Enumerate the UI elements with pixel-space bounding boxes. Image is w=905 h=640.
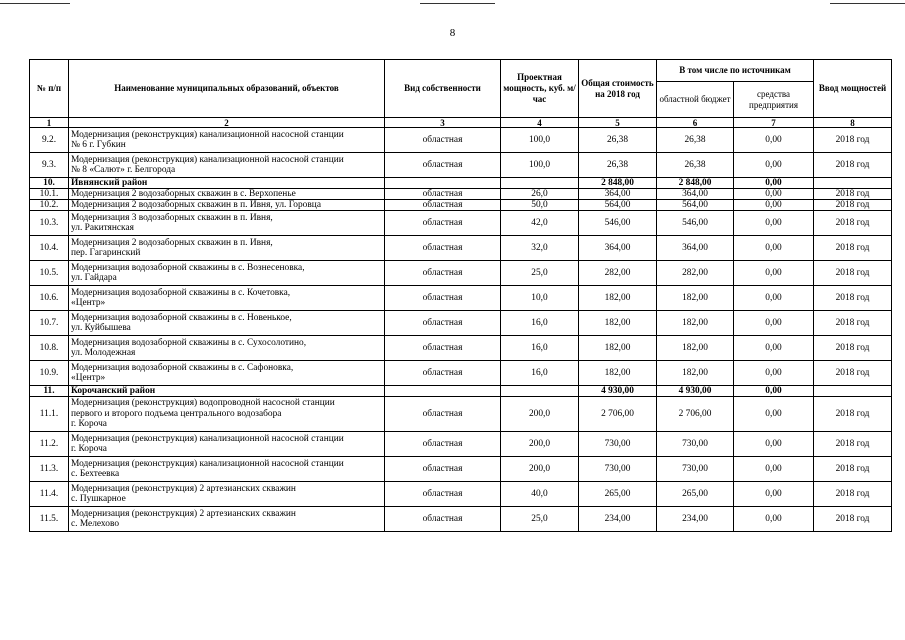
- commissioning-cell: 2018 год: [814, 397, 892, 432]
- total-cost-cell: 2 706,00: [579, 397, 657, 432]
- ownership-cell: областная: [385, 507, 501, 532]
- total-cost-cell: 364,00: [579, 236, 657, 261]
- table-row: [30, 457, 892, 482]
- header-ownership: Вид собственности: [385, 60, 501, 118]
- capacity-cell: 200,0: [501, 397, 579, 432]
- capacity-cell: 40,0: [501, 482, 579, 507]
- enterprise-funds-cell: 0,00: [734, 200, 814, 211]
- total-cost-cell: 546,00: [579, 211, 657, 236]
- table-row: [30, 153, 892, 178]
- object-name: Модернизация (реконструкция) 2 артезианских скважин с. Пушкарное: [69, 482, 385, 507]
- district-row: [30, 178, 892, 189]
- commissioning-cell: 2018 год: [814, 200, 892, 211]
- total-cost-cell: 26,38: [579, 128, 657, 153]
- total-cost-cell: 182,00: [579, 286, 657, 311]
- commissioning-cell: 2018 год: [814, 457, 892, 482]
- regional-budget-cell: 4 930,00: [657, 386, 734, 397]
- enterprise-funds-cell: 0,00: [734, 507, 814, 532]
- regional-budget-cell: 564,00: [657, 200, 734, 211]
- regional-budget-cell: 182,00: [657, 361, 734, 386]
- capacity-cell: 32,0: [501, 236, 579, 261]
- ownership-cell: областная: [385, 457, 501, 482]
- table-row: [30, 261, 892, 286]
- total-cost-cell: 2 848,00: [579, 178, 657, 189]
- row-number: 11.: [30, 386, 69, 397]
- enterprise-funds-cell: 0,00: [734, 189, 814, 200]
- ownership-cell: областная: [385, 482, 501, 507]
- capacity-cell: [501, 178, 579, 189]
- investment-table: [29, 59, 892, 532]
- ownership-cell: [385, 178, 501, 189]
- total-cost-cell: 282,00: [579, 261, 657, 286]
- table-row: [30, 482, 892, 507]
- row-number: 10.1.: [30, 189, 69, 200]
- ownership-cell: областная: [385, 200, 501, 211]
- column-number: 6: [657, 118, 734, 128]
- total-cost-cell: 730,00: [579, 457, 657, 482]
- table-row: [30, 507, 892, 532]
- commissioning-cell: 2018 год: [814, 189, 892, 200]
- object-name: Модернизация (реконструкция) канализационной насосной станции г. Короча: [69, 432, 385, 457]
- enterprise-funds-cell: 0,00: [734, 482, 814, 507]
- commissioning-cell: 2018 год: [814, 482, 892, 507]
- table-row: [30, 361, 892, 386]
- capacity-cell: 100,0: [501, 153, 579, 178]
- regional-budget-cell: 282,00: [657, 261, 734, 286]
- total-cost-cell: 26,38: [579, 153, 657, 178]
- table-row: [30, 336, 892, 361]
- header-regional-budget: областной бюджет: [657, 82, 734, 118]
- enterprise-funds-cell: 0,00: [734, 432, 814, 457]
- object-name: Модернизация 2 водозаборных скважин в п. Ивня, пер. Гагаринский: [69, 236, 385, 261]
- total-cost-cell: 182,00: [579, 311, 657, 336]
- enterprise-funds-cell: 0,00: [734, 128, 814, 153]
- table-row: [30, 211, 892, 236]
- object-name: Модернизация водозаборной скважины в с. Вознесеновка, ул. Гайдара: [69, 261, 385, 286]
- object-name: Модернизация (реконструкция) канализационной насосной станции с. Бехтеевка: [69, 457, 385, 482]
- row-number: 10.4.: [30, 236, 69, 261]
- header-num: № п/п: [30, 60, 69, 118]
- total-cost-cell: 564,00: [579, 200, 657, 211]
- ownership-cell: [385, 386, 501, 397]
- regional-budget-cell: 265,00: [657, 482, 734, 507]
- regional-budget-cell: 182,00: [657, 286, 734, 311]
- object-name: Модернизация (реконструкция) канализационной насосной станции № 6 г. Губкин: [69, 128, 385, 153]
- regional-budget-cell: 2 706,00: [657, 397, 734, 432]
- object-name: Модернизация 2 водозаборных скважин в п. Ивня, ул. Горовца: [69, 200, 385, 211]
- column-number: 5: [579, 118, 657, 128]
- regional-budget-cell: 364,00: [657, 236, 734, 261]
- capacity-cell: 26,0: [501, 189, 579, 200]
- district-row: [30, 386, 892, 397]
- table-row: [30, 189, 892, 200]
- ownership-cell: областная: [385, 189, 501, 200]
- row-number: 10.8.: [30, 336, 69, 361]
- total-cost-cell: 730,00: [579, 432, 657, 457]
- column-number: 7: [734, 118, 814, 128]
- column-number: 1: [30, 118, 69, 128]
- table-row: [30, 432, 892, 457]
- object-name: Модернизация 3 водозаборных скважин в п. Ивня, ул. Ракитянская: [69, 211, 385, 236]
- commissioning-cell: 2018 год: [814, 286, 892, 311]
- row-number: 9.3.: [30, 153, 69, 178]
- header-enterprise-funds: средства предприятия: [734, 82, 814, 118]
- column-number: 3: [385, 118, 501, 128]
- regional-budget-cell: 730,00: [657, 457, 734, 482]
- enterprise-funds-cell: 0,00: [734, 286, 814, 311]
- ownership-cell: областная: [385, 286, 501, 311]
- ownership-cell: областная: [385, 311, 501, 336]
- enterprise-funds-cell: 0,00: [734, 397, 814, 432]
- object-name: Корочанский район: [69, 386, 385, 397]
- object-name: Модернизация (реконструкция) 2 артезианских скважин с. Мелехово: [69, 507, 385, 532]
- enterprise-funds-cell: 0,00: [734, 178, 814, 189]
- ownership-cell: областная: [385, 211, 501, 236]
- object-name: Модернизация водозаборной скважины в с. Кочетовка, «Центр»: [69, 286, 385, 311]
- row-number: 11.2.: [30, 432, 69, 457]
- regional-budget-cell: 364,00: [657, 189, 734, 200]
- commissioning-cell: 2018 год: [814, 432, 892, 457]
- row-number: 11.1.: [30, 397, 69, 432]
- object-name: Модернизация 2 водозаборных скважин в с. Верхопенье: [69, 189, 385, 200]
- table-row: [30, 128, 892, 153]
- enterprise-funds-cell: 0,00: [734, 361, 814, 386]
- row-number: 11.4.: [30, 482, 69, 507]
- capacity-cell: 200,0: [501, 457, 579, 482]
- row-number: 9.2.: [30, 128, 69, 153]
- row-number: 10.: [30, 178, 69, 189]
- ownership-cell: областная: [385, 128, 501, 153]
- capacity-cell: 25,0: [501, 261, 579, 286]
- capacity-cell: 42,0: [501, 211, 579, 236]
- header-commissioning: Ввод мощностей: [814, 60, 892, 118]
- object-name: Модернизация водозаборной скважины в с. Сафоновка, «Центр»: [69, 361, 385, 386]
- table-row: [30, 311, 892, 336]
- header-name: Наименование муниципальных образований, объектов: [69, 60, 385, 118]
- top-rule-right: [830, 3, 905, 4]
- enterprise-funds-cell: 0,00: [734, 153, 814, 178]
- regional-budget-cell: 26,38: [657, 128, 734, 153]
- row-number: 11.5.: [30, 507, 69, 532]
- ownership-cell: областная: [385, 153, 501, 178]
- capacity-cell: 200,0: [501, 432, 579, 457]
- row-number: 10.2.: [30, 200, 69, 211]
- header-capacity: Проектная мощность, куб. м/час: [501, 60, 579, 118]
- object-name: Модернизация (реконструкция) водопроводной насосной станции первого и второго подъема центрального водозабора г. Короча: [69, 397, 385, 432]
- header-total-cost: Общая стоимость на 2018 год: [579, 60, 657, 118]
- total-cost-cell: 265,00: [579, 482, 657, 507]
- object-name: Модернизация (реконструкция) канализационной насосной станции № 8 «Салют» г. Белгорода: [69, 153, 385, 178]
- commissioning-cell: 2018 год: [814, 211, 892, 236]
- ownership-cell: областная: [385, 261, 501, 286]
- enterprise-funds-cell: 0,00: [734, 211, 814, 236]
- column-number: 2: [69, 118, 385, 128]
- row-number: 11.3.: [30, 457, 69, 482]
- total-cost-cell: 182,00: [579, 361, 657, 386]
- top-rule-center: [420, 3, 495, 4]
- commissioning-cell: 2018 год: [814, 236, 892, 261]
- top-rule-left: [0, 3, 70, 4]
- ownership-cell: областная: [385, 432, 501, 457]
- commissioning-cell: 2018 год: [814, 361, 892, 386]
- total-cost-cell: 182,00: [579, 336, 657, 361]
- row-number: 10.7.: [30, 311, 69, 336]
- ownership-cell: областная: [385, 397, 501, 432]
- column-number: 8: [814, 118, 892, 128]
- table-row: [30, 397, 892, 432]
- total-cost-cell: 4 930,00: [579, 386, 657, 397]
- capacity-cell: [501, 386, 579, 397]
- regional-budget-cell: 26,38: [657, 153, 734, 178]
- enterprise-funds-cell: 0,00: [734, 386, 814, 397]
- table-row: [30, 236, 892, 261]
- page-number: 8: [449, 27, 456, 39]
- capacity-cell: 100,0: [501, 128, 579, 153]
- regional-budget-cell: 182,00: [657, 336, 734, 361]
- enterprise-funds-cell: 0,00: [734, 261, 814, 286]
- capacity-cell: 10,0: [501, 286, 579, 311]
- ownership-cell: областная: [385, 336, 501, 361]
- commissioning-cell: [814, 386, 892, 397]
- commissioning-cell: 2018 год: [814, 507, 892, 532]
- object-name: Модернизация водозаборной скважины в с. Сухосолотино, ул. Молодежная: [69, 336, 385, 361]
- object-name: Модернизация водозаборной скважины в с. Новенькое, ул. Куйбышева: [69, 311, 385, 336]
- row-number: 10.3.: [30, 211, 69, 236]
- capacity-cell: 16,0: [501, 336, 579, 361]
- ownership-cell: областная: [385, 361, 501, 386]
- enterprise-funds-cell: 0,00: [734, 236, 814, 261]
- column-number-row: [30, 118, 892, 128]
- total-cost-cell: 364,00: [579, 189, 657, 200]
- capacity-cell: 50,0: [501, 200, 579, 211]
- enterprise-funds-cell: 0,00: [734, 311, 814, 336]
- total-cost-cell: 234,00: [579, 507, 657, 532]
- regional-budget-cell: 182,00: [657, 311, 734, 336]
- table-row: [30, 286, 892, 311]
- regional-budget-cell: 546,00: [657, 211, 734, 236]
- row-number: 10.5.: [30, 261, 69, 286]
- capacity-cell: 16,0: [501, 361, 579, 386]
- commissioning-cell: 2018 год: [814, 128, 892, 153]
- regional-budget-cell: 2 848,00: [657, 178, 734, 189]
- capacity-cell: 25,0: [501, 507, 579, 532]
- ownership-cell: областная: [385, 236, 501, 261]
- row-number: 10.9.: [30, 361, 69, 386]
- commissioning-cell: 2018 год: [814, 261, 892, 286]
- regional-budget-cell: 234,00: [657, 507, 734, 532]
- regional-budget-cell: 730,00: [657, 432, 734, 457]
- object-name: Ивнянский район: [69, 178, 385, 189]
- row-number: 10.6.: [30, 286, 69, 311]
- commissioning-cell: 2018 год: [814, 153, 892, 178]
- table-row: [30, 200, 892, 211]
- capacity-cell: 16,0: [501, 311, 579, 336]
- column-number: 4: [501, 118, 579, 128]
- enterprise-funds-cell: 0,00: [734, 336, 814, 361]
- commissioning-cell: [814, 178, 892, 189]
- header-sources-group: В том числе по источникам: [657, 60, 814, 82]
- table-body: [30, 128, 892, 532]
- commissioning-cell: 2018 год: [814, 311, 892, 336]
- enterprise-funds-cell: 0,00: [734, 457, 814, 482]
- commissioning-cell: 2018 год: [814, 336, 892, 361]
